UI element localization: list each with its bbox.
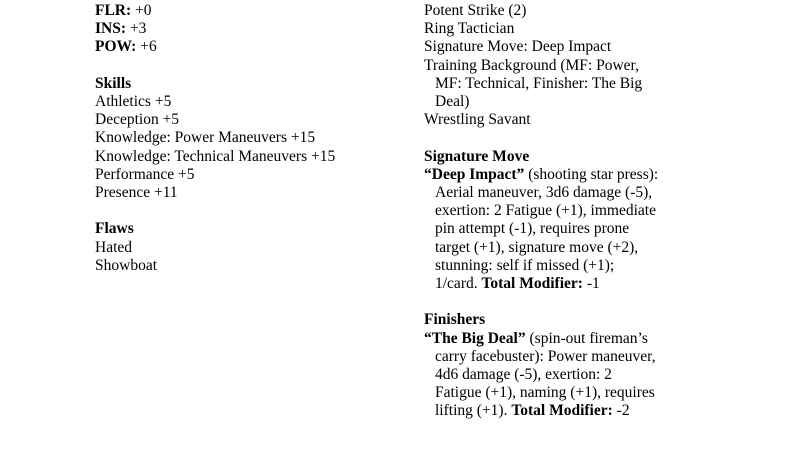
right-column [424,2,660,421]
signature-move-entry [424,166,660,293]
signature-move-heading: Signature Move [424,147,530,165]
stat-pow [95,38,395,56]
talent-item: Training Background (MF: Power, MF: Technical, Finisher: The Big Deal) [424,56,643,111]
finisher-name: “The Big Deal” [424,329,526,347]
stat-value: +6 [136,38,157,56]
spacer [95,57,395,75]
skill-item: Athletics +5 [95,93,172,110]
talent-item: Signature Move: Deep Impact [424,38,612,56]
signature-move-description: (shooting star press): Aerial maneuver, 3d6 damage (-5), exertion: 2 Fatigue (+1), immediate pin attempt (-1), requires prone target (+1), signature move (+2), stunning: self if missed (+1); 1/card. [435,165,659,293]
skill-item: Knowledge: Power Maneuvers +15 [95,129,316,147]
stat-flr [95,2,395,20]
finisher-total-label: Total Modifier: [511,402,613,420]
talent-item: Wrestling Savant [424,111,531,129]
skills-heading: Skills [95,74,132,92]
spacer [424,129,660,147]
finisher-total-value: -2 [612,402,630,420]
signature-move-name: “Deep Impact” [424,165,525,183]
stat-label: POW: [95,38,137,56]
left-column [95,2,395,275]
spacer [95,202,395,220]
signature-move-total-label: Total Modifier: [481,275,583,293]
stat-ins [95,20,395,38]
talents-list [424,2,660,129]
signature-move-total-value: -1 [582,275,600,293]
flaws-heading: Flaws [95,220,134,238]
skills-list [95,93,395,202]
talent-item: Potent Strike (2) [424,2,527,19]
stat-value: +0 [131,2,152,19]
skill-item: Presence +11 [95,184,178,202]
spacer [424,293,660,311]
stat-label: FLR: [95,2,132,19]
finisher-description: (spin-out fireman’s carry facebuster): Power maneuver, 4d6 damage (-5), exertion: 2 Fatigue (+1), naming (+1), requires lifting (+1). [435,329,656,420]
talent-item: Ring Tactician [424,20,515,38]
skill-item: Performance +5 [95,165,195,183]
finishers-heading: Finishers [424,311,486,329]
flaw-item: Showboat [95,256,157,274]
stat-label: INS: [95,20,127,38]
flaw-item: Hated [95,238,133,256]
flaws-list [95,239,395,275]
skill-item: Knowledge: Technical Maneuvers +15 [95,147,336,165]
stat-value: +3 [126,20,147,38]
skill-item: Deception +5 [95,111,180,129]
finisher-entry [424,330,660,421]
